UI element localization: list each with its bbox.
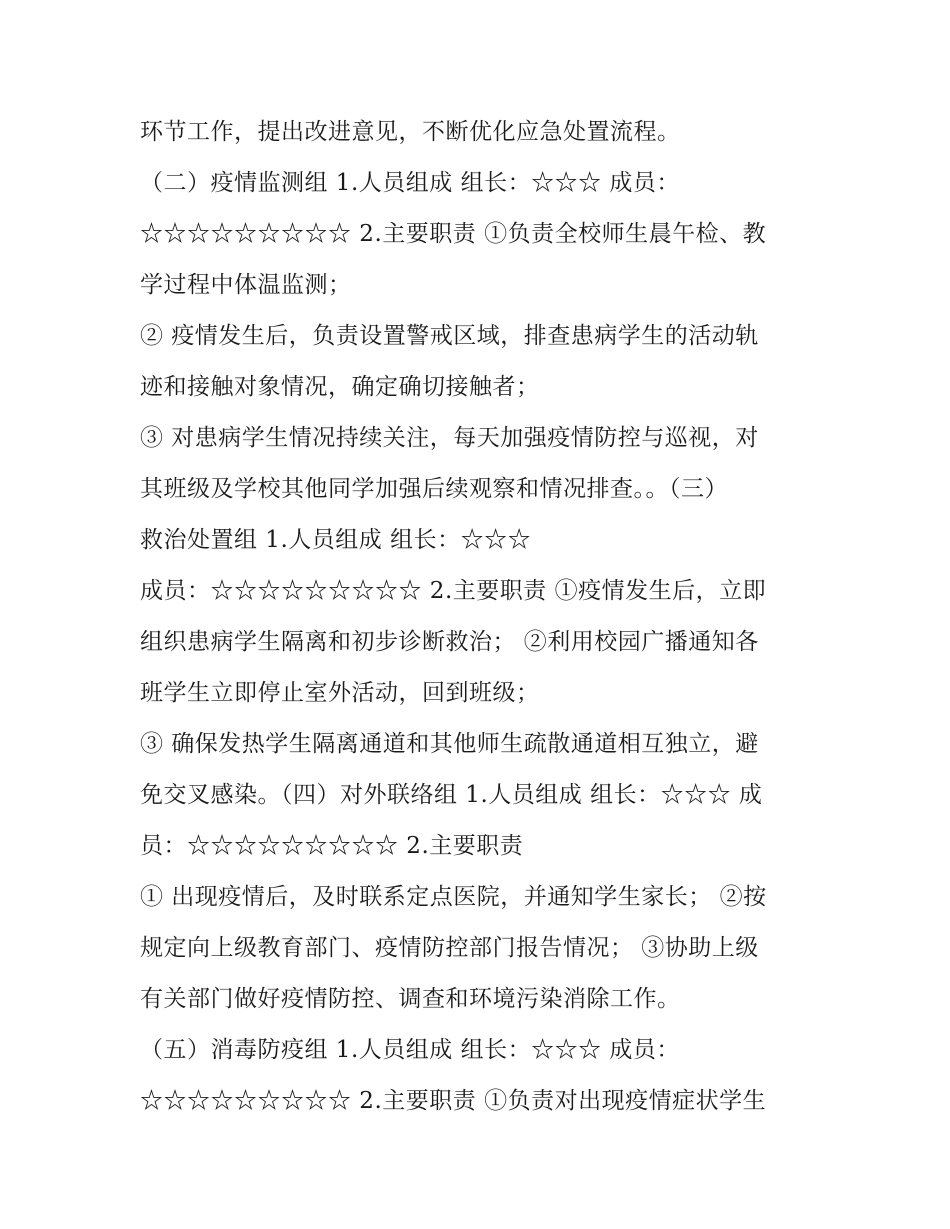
text-line: 学过程中体温监测； <box>140 272 352 298</box>
text-line: ③ 确保发热学生隔离通道和其他师生疏散通道相互独立，避 <box>140 731 759 757</box>
text-line: ① 出现疫情后，及时联系定点医院，并通知学生家长； ②按 <box>140 884 767 910</box>
text-line: 班学生立即停止室外活动，回到班级； <box>140 680 540 706</box>
text-line: ☆☆☆☆☆☆☆☆☆ 2.主要职责 ①负责对出现疫情症状学生 <box>140 1088 767 1114</box>
body-text <box>140 107 820 1127</box>
text-line: 员：☆☆☆☆☆☆☆☆☆ 2.主要职责 <box>140 833 524 859</box>
text-line: 有关部门做好疫情防控、调查和环境污染消除工作。 <box>140 986 681 1012</box>
text-line: 迹和接触对象情况，确定确切接触者； <box>140 374 540 400</box>
text-line: 环节工作，提出改进意见，不断优化应急处置流程。 <box>140 119 681 145</box>
text-line: ☆☆☆☆☆☆☆☆☆ 2.主要职责 ①负责全校师生晨午检、教 <box>140 221 767 247</box>
text-line: 规定向上级教育部门、疫情防控部门报告情况； ③协助上级 <box>140 935 759 961</box>
text-line: 救治处置组 1.人员组成 组长：☆☆☆ <box>140 527 532 553</box>
text-line: （二）疫情监测组 1.人员组成 组长：☆☆☆ 成员： <box>140 170 680 196</box>
text-line: 成员：☆☆☆☆☆☆☆☆☆ 2.主要职责 ①疫情发生后，立即 <box>140 578 767 604</box>
text-line: （五）消毒防疫组 1.人员组成 组长：☆☆☆ 成员： <box>140 1037 680 1063</box>
text-line: ③ 对患病学生情况持续关注，每天加强疫情防控与巡视，对 <box>140 425 759 451</box>
text-line: ② 疫情发生后，负责设置警戒区域，排查患病学生的活动轨 <box>140 323 759 349</box>
text-line: 其班级及学校其他同学加强后续观察和情况排查。。（三） <box>140 476 728 502</box>
text-line: 免交叉感染。（四）对外联络组 1.人员组成 组长：☆☆☆ 成 <box>140 782 763 808</box>
text-line: 组织患病学生隔离和初步诊断救治； ②利用校园广播通知各 <box>140 629 759 655</box>
